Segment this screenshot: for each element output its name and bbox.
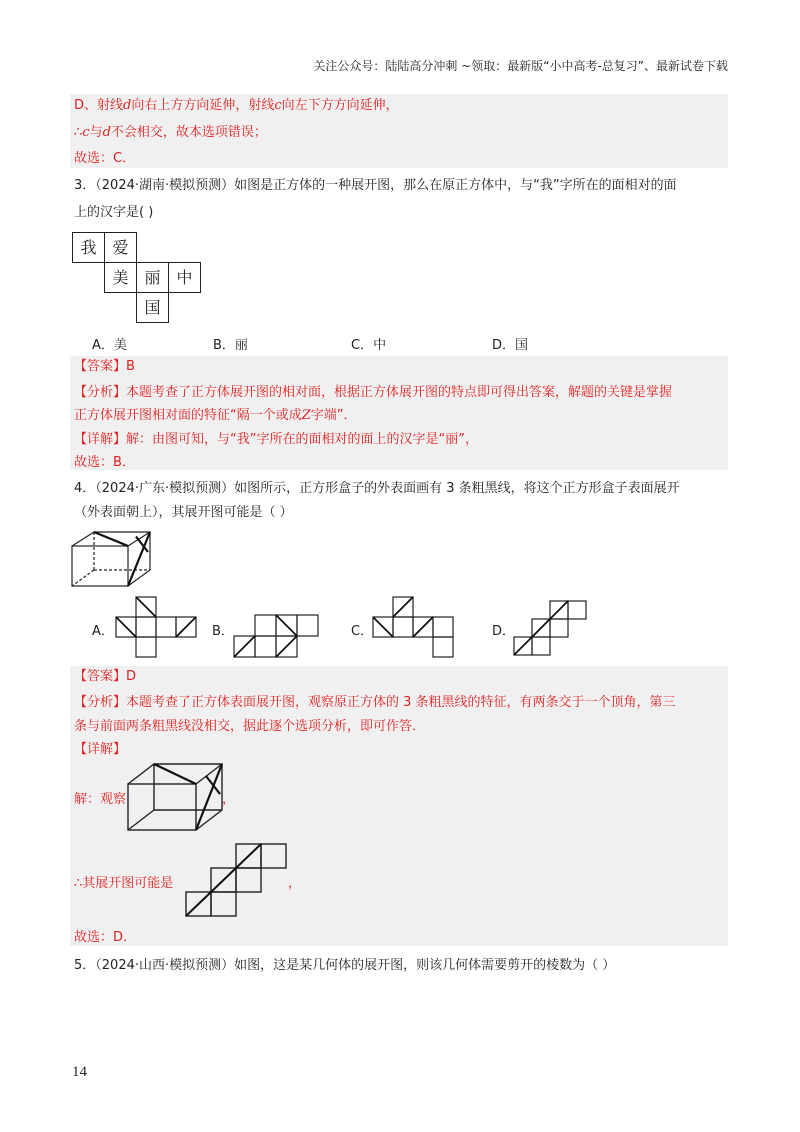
page-number: 14 — [72, 1064, 87, 1080]
q4-option-d-label[interactable]: D． — [492, 624, 516, 639]
q4-analysis-line-2: 条与前面两条粗黑线没相交，据此逐个选项分析，即可作答． — [74, 719, 426, 734]
net-face-mei: 美 — [104, 262, 137, 293]
q4-option-a-label[interactable]: A． — [92, 624, 114, 639]
q4-solution-net — [186, 843, 290, 919]
q3-option-a[interactable]: A．美 — [92, 338, 127, 353]
net-face-guo: 国 — [136, 292, 169, 323]
q3-choose: 故选：B． — [74, 455, 135, 470]
prev-line-1: D、射线d向右上方方向延伸，射线c向左下方方向延伸， — [74, 98, 399, 113]
q3-stem-line-1: 3．（2024·湖南·模拟预测）如图是正方体的一种展开图，那么在原正方体中，与“我”字所在的面相对的面 — [74, 178, 677, 193]
q4-stem-line-1: 4．（2024·广东·模拟预测）如图所示，正方形盒子的外表面画有 3 条粗黑线，将这个正方形盒子表面展开 — [74, 481, 680, 496]
q4-stem-line-2: （外表面朝上），其展开图可能是（ ） — [74, 505, 293, 520]
q4-solution-cube — [126, 762, 224, 832]
q3-analysis-line-2: 正方体展开图相对面的特征“隔一个或成Z字端”． — [74, 408, 357, 423]
q3-option-b[interactable]: B．丽 — [213, 338, 248, 353]
page-header: 关注公众号：陆陆高分冲刺 ~领取：最新版“小中高考-总复习”、最新试卷下载 — [313, 59, 728, 73]
net-face-li: 丽 — [136, 262, 169, 293]
q4-option-c-label[interactable]: C． — [351, 624, 374, 639]
q4-option-a-net[interactable] — [116, 596, 198, 658]
q4-comma-1: ， — [222, 792, 236, 807]
q3-stem-line-2: 上的汉字是( ) — [74, 205, 154, 220]
q5-stem-line-1: 5．（2024·山西·模拟预测）如图，这是某几何体的展开图，则该几何体需要剪开的棱数为（ ） — [74, 958, 616, 973]
q3-detail: 【详解】解：由图可知，与“我”字所在的面相对的面上的汉字是“丽”， — [74, 432, 478, 447]
q3-option-c[interactable]: C．中 — [351, 338, 387, 353]
q3-option-d[interactable]: D．国 — [492, 338, 529, 353]
q4-option-c-net[interactable] — [372, 596, 456, 658]
q4-conclusion-text: ∴其展开图可能是 — [74, 876, 174, 891]
q4-analysis-line-1: 【分析】本题考查了正方体表面展开图，观察原正方体的 3 条粗黑线的特征，有两条交于一个顶角，第三 — [74, 695, 676, 710]
q4-option-b-label[interactable]: B． — [212, 624, 234, 639]
q4-choose: 故选：D． — [74, 930, 137, 945]
q4-option-d-net[interactable] — [514, 600, 590, 658]
net-face-ai: 爱 — [104, 232, 137, 263]
q4-detail-title: 【详解】 — [74, 742, 127, 757]
q4-answer: 【答案】D — [74, 669, 137, 684]
q4-cube-figure — [70, 530, 152, 588]
prev-line-2: ∴c与d不会相交，故本选项错误； — [74, 125, 267, 140]
q4-option-b-net[interactable] — [234, 614, 320, 658]
q3-analysis-line-1: 【分析】本题考查了正方体展开图的相对面，根据正方体展开图的特点即可得出答案，解题的关键是掌握 — [74, 385, 673, 400]
prev-choose: 故选：C． — [74, 151, 136, 166]
q4-observe-text: 解：观察 — [74, 792, 127, 807]
net-face-zhong: 中 — [168, 262, 201, 293]
net-face-wo: 我 — [72, 232, 105, 263]
q3-answer: 【答案】B — [74, 359, 135, 374]
q4-comma-2: ， — [288, 876, 302, 891]
